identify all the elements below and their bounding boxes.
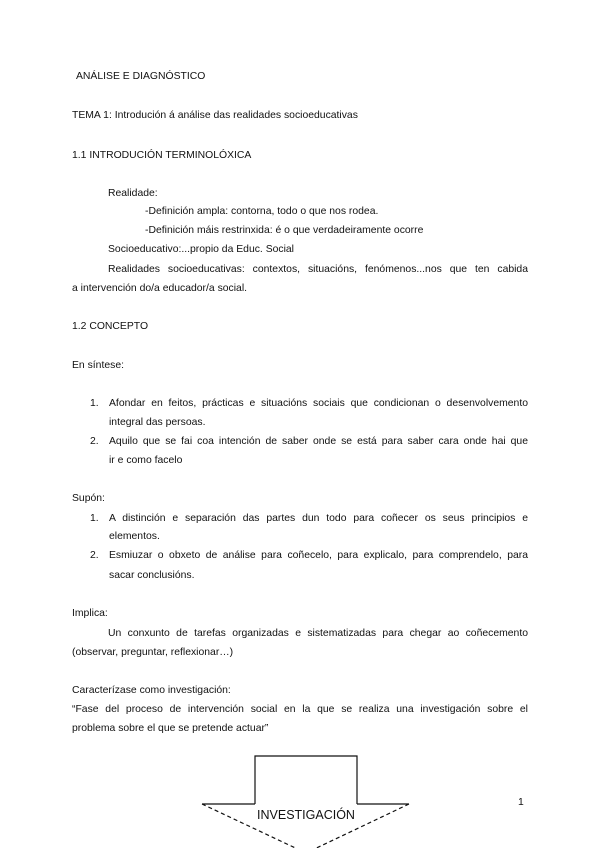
diagram-label: INVESTIGACIÓN — [257, 808, 355, 822]
section-2-title: 1.2 CONCEPTO — [72, 321, 149, 332]
realidades-line-2: a intervención do/a educador/a social. — [72, 283, 248, 294]
list-item-line: Aquilo que se fai coa intención de saber onde se está para saber cara onde hai que — [109, 436, 528, 447]
list-item-line: elementos. — [109, 531, 160, 542]
list-item-line: ir e como facelo — [109, 455, 183, 466]
list-item-line: sacar conclusións. — [109, 570, 195, 581]
list-number: 1. — [90, 398, 99, 409]
supon-label: Supón: — [72, 493, 105, 504]
document-heading: ANÁLISE E DIAGNÓSTICO — [76, 71, 206, 82]
sintese-label: En síntese: — [72, 360, 124, 371]
page-number: 1 — [518, 797, 524, 808]
socioeducativo-definition: Socioeducativo:...propio da Educ. Social — [108, 244, 294, 255]
implica-line-2: (observar, preguntar, reflexionar…) — [72, 647, 234, 658]
tema-title: TEMA 1: Introdución á análise das realidades socioeducativas — [72, 110, 358, 121]
implica-line-1: Un conxunto de tarefas organizadas e sistematizadas para chegar ao coñecemento — [108, 628, 528, 639]
list-number: 2. — [90, 550, 99, 561]
quote-line-2: problema sobre el que se pretende actuar” — [72, 723, 269, 734]
implica-label: Implica: — [72, 608, 108, 619]
quote-line-1: “Fase del proceso de intervención social en la que se realiza una investigación sobre el — [72, 704, 528, 715]
realidade-label: Realidade: — [108, 188, 158, 199]
list-number: 1. — [90, 513, 99, 524]
list-number: 2. — [90, 436, 99, 447]
definicion-restrinxida: -Definición máis restrinxida: é o que verdadeiramente ocorre — [145, 225, 424, 236]
list-item-line: integral das persoas. — [109, 417, 206, 428]
arrow-shaft — [255, 756, 357, 804]
list-item-line: Afondar en feitos, prácticas e situacións sociais que condicionan o desenvolvemento — [109, 398, 528, 409]
definicion-ampla: -Definición ampla: contorna, todo o que nos rodea. — [145, 206, 379, 217]
down-arrow-shape — [200, 752, 412, 848]
list-item-line: A distinción e separación das partes dun todo para coñecer os seus principios e — [109, 513, 528, 524]
caracterizase-label: Caracterízase como investigación: — [72, 685, 231, 696]
section-1-title: 1.1 INTRODUCIÓN TERMINOLÓXICA — [72, 150, 252, 161]
list-item-line: Esmiuzar o obxeto de análise para coñecelo, para explicalo, para comprendelo, para — [109, 550, 528, 561]
investigacion-arrow-diagram — [200, 752, 412, 848]
realidades-line-1: Realidades socioeducativas: contextos, situacións, fenómenos...nos que ten cabida — [108, 264, 528, 275]
